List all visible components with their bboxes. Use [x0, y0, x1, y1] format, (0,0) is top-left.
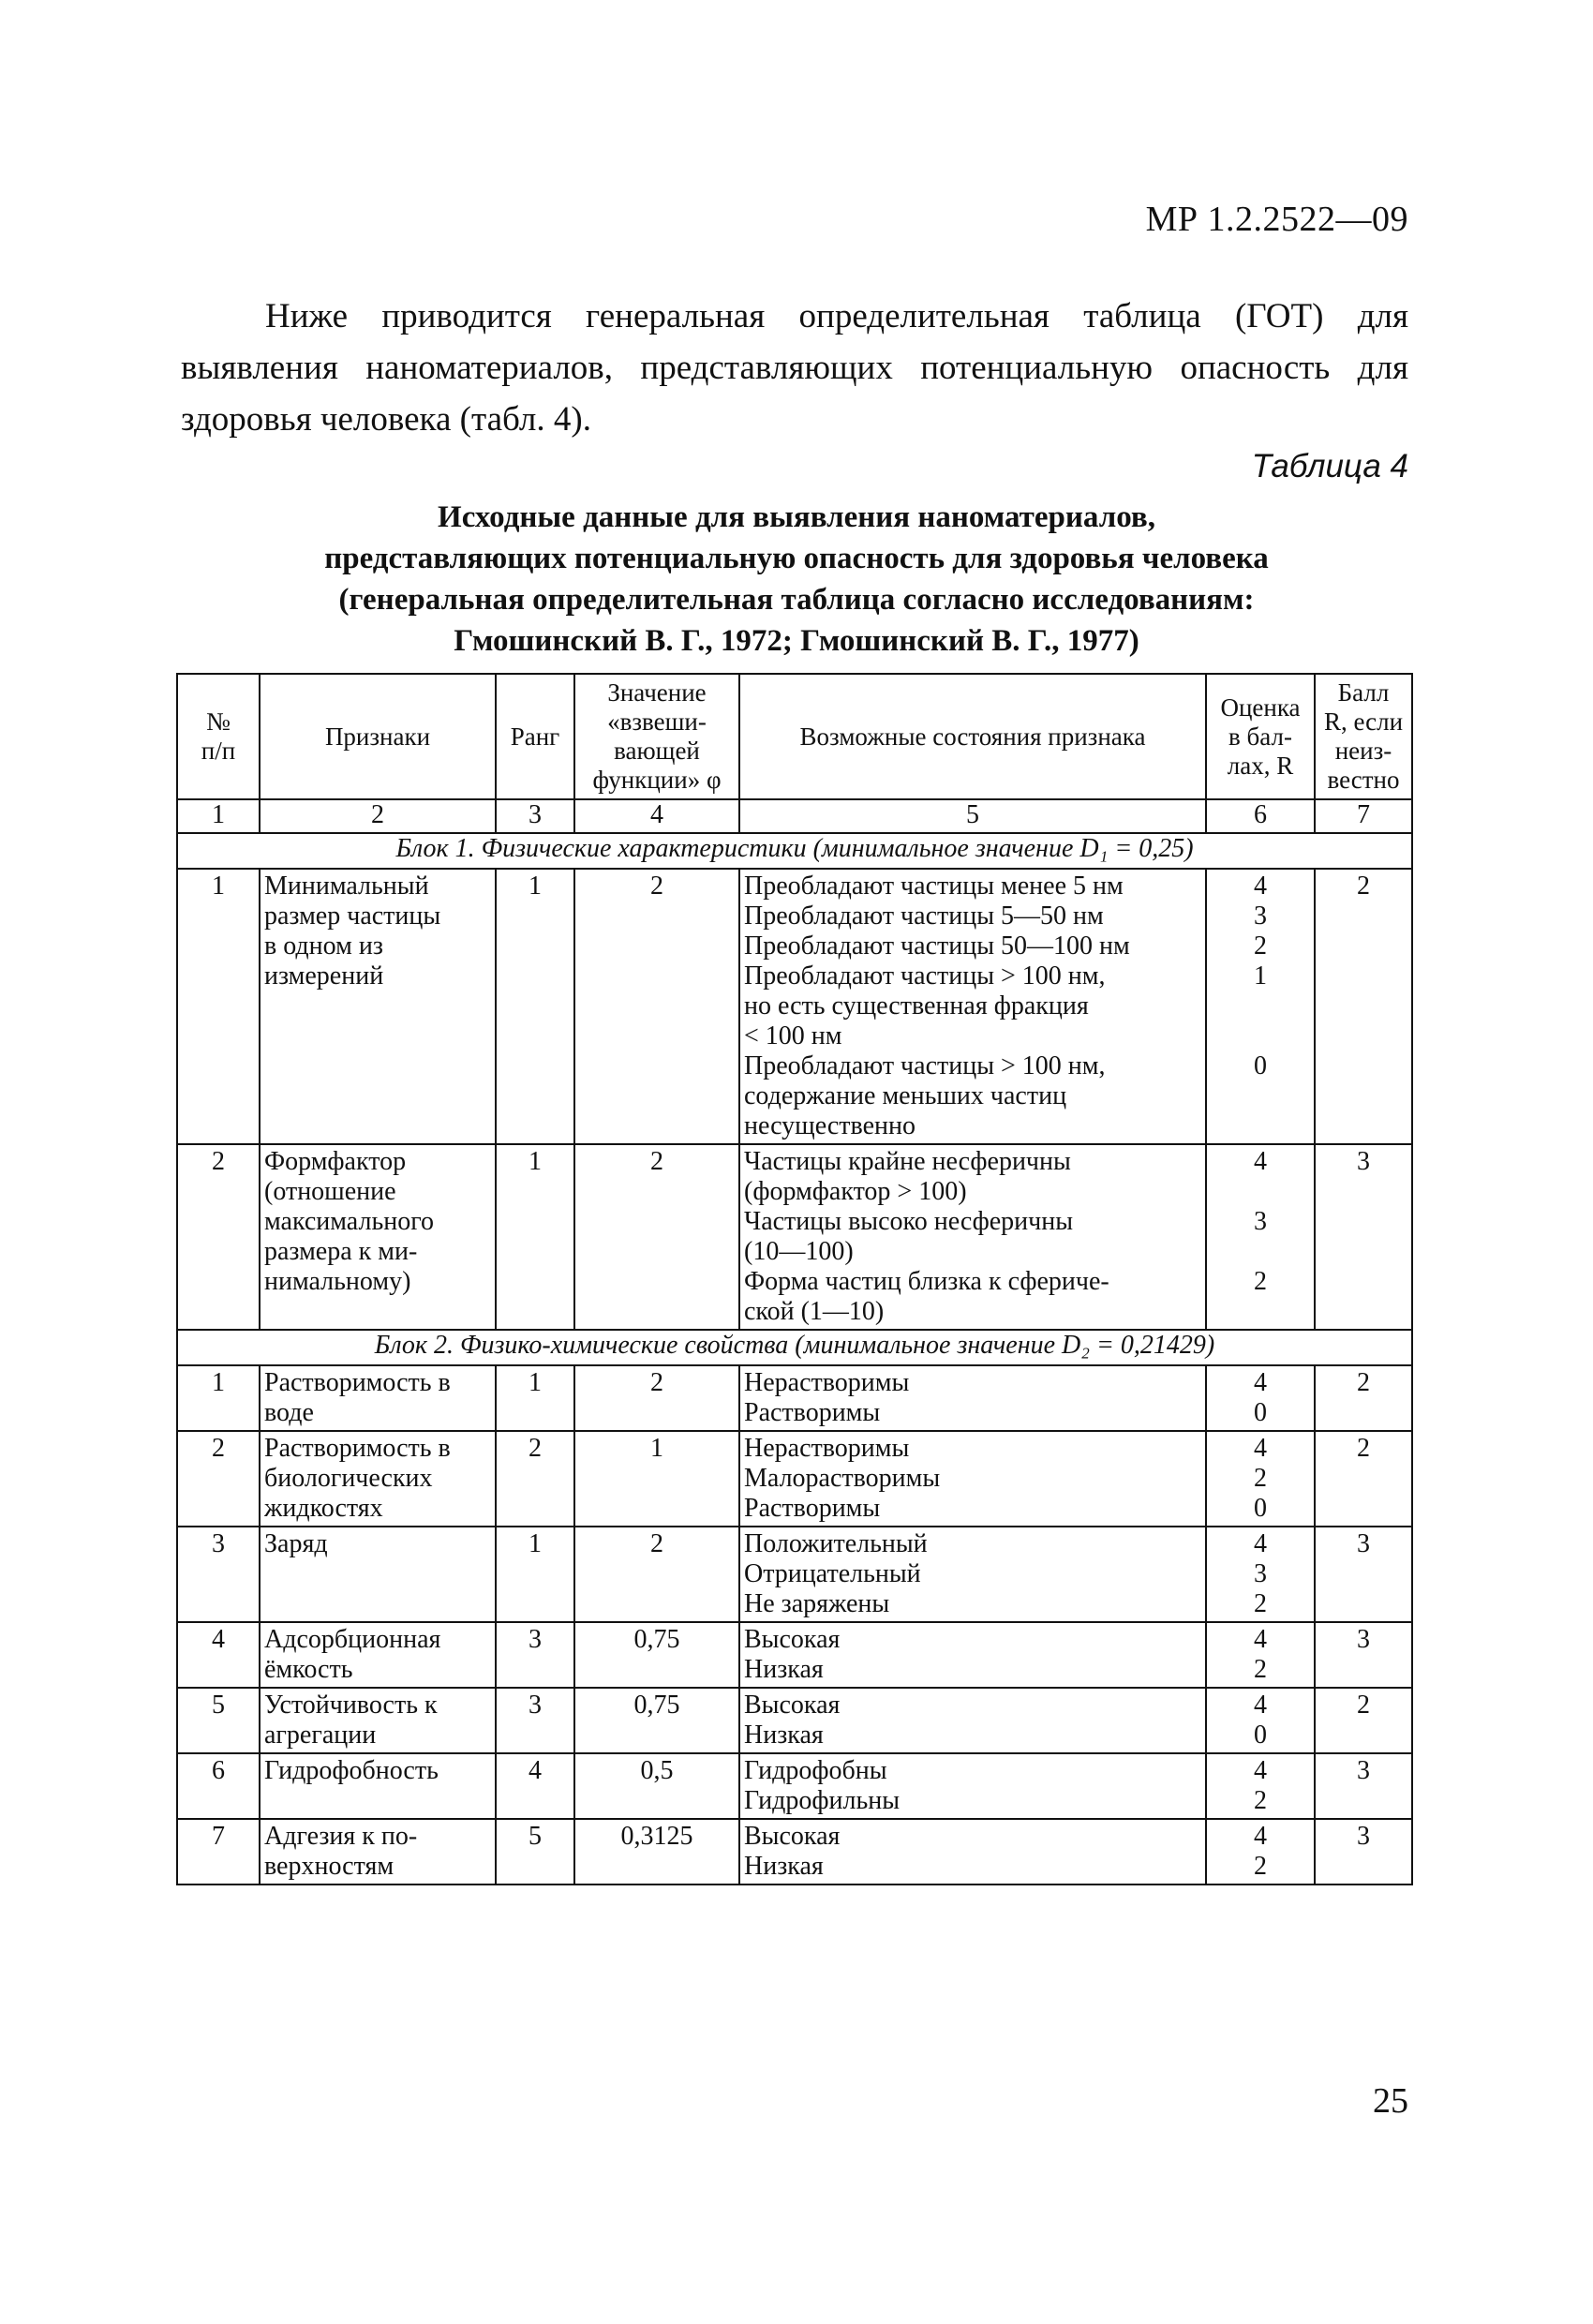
- row-states: Нерастворимы Малорастворимы Растворимы: [739, 1431, 1206, 1527]
- header-rank: Ранг: [496, 674, 574, 799]
- row-num: 7: [177, 1819, 260, 1885]
- header-weight: Значение «взвеши- вающей функции» φ: [574, 674, 739, 799]
- table-body: [177, 833, 1412, 1885]
- row-sign: Адгезия к по- верхностям: [260, 1819, 496, 1885]
- column-number: 4: [574, 799, 739, 833]
- row-scores: 4 2: [1206, 1753, 1315, 1819]
- table-row: [177, 1431, 1412, 1527]
- table-title: [169, 497, 1424, 662]
- table-title-line: Исходные данные для выявления наноматериалов,: [438, 500, 1155, 534]
- row-states: Высокая Низкая: [739, 1688, 1206, 1753]
- row-rank: 4: [496, 1753, 574, 1819]
- row-num: 2: [177, 1431, 260, 1527]
- column-number: 3: [496, 799, 574, 833]
- row-scores: 4 2: [1206, 1819, 1315, 1885]
- row-sign: Минимальный размер частицы в одном из измерений: [260, 869, 496, 1144]
- table-row: [177, 1144, 1412, 1330]
- table-header: [177, 674, 1412, 833]
- row-states: Высокая Низкая: [739, 1819, 1206, 1885]
- row-rank: 3: [496, 1688, 574, 1753]
- row-rank: 1: [496, 1144, 574, 1330]
- row-num: 6: [177, 1753, 260, 1819]
- row-rank: 2: [496, 1431, 574, 1527]
- row-num: 1: [177, 869, 260, 1144]
- column-number: 2: [260, 799, 496, 833]
- header-unknown: Балл R, если неиз- вестно: [1315, 674, 1412, 799]
- row-sign: Растворимость в биологических жидкостях: [260, 1431, 496, 1527]
- row-weight: 0,5: [574, 1753, 739, 1819]
- row-unknown-score: 3: [1315, 1527, 1412, 1622]
- row-num: 2: [177, 1144, 260, 1330]
- table-row: [177, 1688, 1412, 1753]
- column-number: 1: [177, 799, 260, 833]
- row-rank: 1: [496, 1527, 574, 1622]
- row-weight: 2: [574, 1527, 739, 1622]
- table-row: [177, 1527, 1412, 1622]
- row-weight: 0,75: [574, 1688, 739, 1753]
- row-unknown-score: 3: [1315, 1753, 1412, 1819]
- header-states: Возможные состояния признака: [739, 674, 1206, 799]
- row-unknown-score: 2: [1315, 1365, 1412, 1431]
- row-sign: Гидрофобность: [260, 1753, 496, 1819]
- row-weight: 0,75: [574, 1622, 739, 1688]
- row-states: Положительный Отрицательный Не заряжены: [739, 1527, 1206, 1622]
- table-title-line: Гмошинский В. Г., 1972; Гмошинский В. Г., 1977): [454, 624, 1139, 658]
- header-row: [177, 674, 1412, 799]
- table-row: [177, 1365, 1412, 1431]
- row-unknown-score: 3: [1315, 1144, 1412, 1330]
- block-title: Блок 2. Физико-химические свойства (минимальное значение D₂ = 0,21429): [177, 1330, 1412, 1365]
- row-num: 3: [177, 1527, 260, 1622]
- row-unknown-score: 3: [1315, 1819, 1412, 1885]
- row-rank: 3: [496, 1622, 574, 1688]
- row-unknown-score: 2: [1315, 869, 1412, 1144]
- row-num: 5: [177, 1688, 260, 1753]
- intro-text: Ниже приводится генеральная определительная таблица (ГОТ) для выявления наноматериалов, представляющих потенциальную опасность для здоровья человека (табл. 4).: [181, 297, 1408, 439]
- table-title-line: представляющих потенциальную опасность для здоровья человека: [324, 542, 1269, 575]
- row-weight: 1: [574, 1431, 739, 1527]
- row-rank: 1: [496, 869, 574, 1144]
- row-states: Гидрофобны Гидрофильны: [739, 1753, 1206, 1819]
- column-number-row: [177, 799, 1412, 833]
- row-scores: 4 3 2 1 0: [1206, 869, 1315, 1144]
- table-row: [177, 1622, 1412, 1688]
- row-sign: Растворимость в воде: [260, 1365, 496, 1431]
- row-states: Частицы крайне несферичны (формфактор > 100) Частицы высоко несферичны (10—100) Форма частиц близка к сфериче- ской (1—10): [739, 1144, 1206, 1330]
- table-row: [177, 869, 1412, 1144]
- page-number: 25: [1373, 2081, 1408, 2121]
- row-unknown-score: 2: [1315, 1688, 1412, 1753]
- row-rank: 5: [496, 1819, 574, 1885]
- row-sign: Формфактор (отношение максимального размера к ми- нимальному): [260, 1144, 496, 1330]
- row-num: 4: [177, 1622, 260, 1688]
- row-weight: 2: [574, 1144, 739, 1330]
- header-sign: Признаки: [260, 674, 496, 799]
- row-rank: 1: [496, 1365, 574, 1431]
- row-scores: 4 3 2: [1206, 1527, 1315, 1622]
- column-number: 7: [1315, 799, 1412, 833]
- row-states: Нерастворимы Растворимы: [739, 1365, 1206, 1431]
- table-label: Таблица 4: [1251, 448, 1408, 484]
- table-row: [177, 1819, 1412, 1885]
- table-title-line: (генеральная определительная таблица согласно исследованиям:: [338, 583, 1255, 617]
- row-scores: 4 2: [1206, 1622, 1315, 1688]
- column-number: 6: [1206, 799, 1315, 833]
- row-sign: Заряд: [260, 1527, 496, 1622]
- row-states: Преобладают частицы менее 5 нм Преобладают частицы 5—50 нм Преобладают частицы 50—100 нм Преобладают частицы > 100 нм, но есть существенная фракция < 100 нм Преобладают частицы > 100 нм, содержание меньших частиц несущественно: [739, 869, 1206, 1144]
- row-unknown-score: 3: [1315, 1622, 1412, 1688]
- header-score: Оценка в бал- лах, R: [1206, 674, 1315, 799]
- column-number: 5: [739, 799, 1206, 833]
- intro-paragraph: [181, 290, 1408, 445]
- row-scores: 4 0: [1206, 1688, 1315, 1753]
- block-title-row: [177, 1330, 1412, 1365]
- block-title-row: [177, 833, 1412, 869]
- row-weight: 0,3125: [574, 1819, 739, 1885]
- row-scores: 4 2 0: [1206, 1431, 1315, 1527]
- row-scores: 4 0: [1206, 1365, 1315, 1431]
- row-weight: 2: [574, 1365, 739, 1431]
- row-sign: Устойчивость к агрегации: [260, 1688, 496, 1753]
- criteria-table: [176, 673, 1413, 1885]
- row-states: Высокая Низкая: [739, 1622, 1206, 1688]
- block-title: Блок 1. Физические характеристики (минимальное значение D₁ = 0,25): [177, 833, 1412, 869]
- row-unknown-score: 2: [1315, 1431, 1412, 1527]
- row-sign: Адсорбционная ёмкость: [260, 1622, 496, 1688]
- row-num: 1: [177, 1365, 260, 1431]
- document-code: МР 1.2.2522—09: [1145, 200, 1408, 239]
- header-num: № п/п: [177, 674, 260, 799]
- row-scores: 4 3 2: [1206, 1144, 1315, 1330]
- row-weight: 2: [574, 869, 739, 1144]
- table-row: [177, 1753, 1412, 1819]
